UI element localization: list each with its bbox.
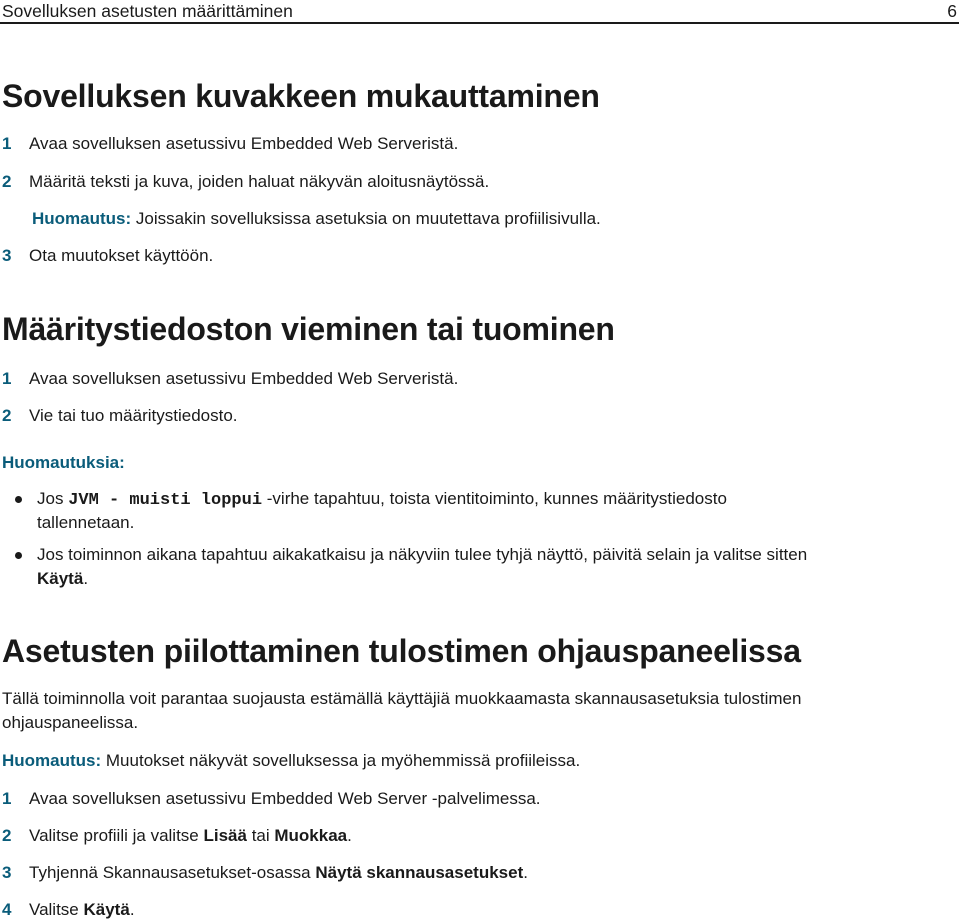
s2-step-1: 1 Avaa sovelluksen asetussivu Embedded Web Serveristä. xyxy=(2,369,459,388)
s3-note: Huomautus: Muutokset näkyvät sovelluksessa ja myöhemmissä profiileissa. xyxy=(2,751,581,770)
s2-bullet-2-cont: Käytä. xyxy=(37,569,89,588)
s1-note: Huomautus: Joissakin sovelluksissa asetuksia on muutettava profiilisivulla. xyxy=(32,209,601,228)
section-title: Sovelluksen asetusten määrittäminen xyxy=(2,1,293,21)
s2-bullet-1-cont: tallennetaan. xyxy=(37,513,135,532)
heading-hide-settings: Asetusten piilottaminen tulostimen ohjauspaneelissa xyxy=(2,633,801,669)
s1-step-2: 2 Määritä teksti ja kuva, joiden haluat näkyvän aloitusnäytössä. xyxy=(2,172,490,191)
s2-step-2: 2 Vie tai tuo määritystiedosto. xyxy=(2,406,238,425)
s3-intro-1: Tällä toiminnolla voit parantaa suojausta estämällä käyttäjiä muokkaamasta skannausasetuksia tulostimen xyxy=(2,689,802,708)
s3-intro-2: ohjauspaneelissa. xyxy=(2,713,139,732)
s3-step-1: 1 Avaa sovelluksen asetussivu Embedded Web Server -palvelimessa. xyxy=(2,789,541,808)
page-header xyxy=(0,0,959,24)
s2-bullet-1: Jos JVM - muisti loppui -virhe tapahtuu, toista vientitoiminto, kunnes määritystiedosto xyxy=(37,489,727,510)
s3-step-2: 2 Valitse profiili ja valitse Lisää tai Muokkaa. xyxy=(2,826,352,845)
heading-customize-icon: Sovelluksen kuvakkeen mukauttaminen xyxy=(2,78,600,114)
heading-export-import: Määritystiedoston vieminen tai tuominen xyxy=(2,311,615,347)
bullet-icon xyxy=(15,552,22,559)
page-number: 6 xyxy=(947,1,957,21)
s2-bullet-2: Jos toiminnon aikana tapahtuu aikakatkaisu ja näkyviin tulee tyhjä näyttö, päivitä selain ja valitse sitten xyxy=(37,545,808,564)
s3-step-3: 3 Tyhjennä Skannausasetukset-osassa Näytä skannausasetukset. xyxy=(2,863,528,882)
s2-notes-label: Huomautuksia: xyxy=(2,453,125,472)
s1-step-3: 3 Ota muutokset käyttöön. xyxy=(2,246,214,265)
s1-step-1: 1 Avaa sovelluksen asetussivu Embedded Web Serveristä. xyxy=(2,134,459,153)
bullet-icon xyxy=(15,496,22,503)
s3-step-4: 4 Valitse Käytä. xyxy=(2,900,135,919)
